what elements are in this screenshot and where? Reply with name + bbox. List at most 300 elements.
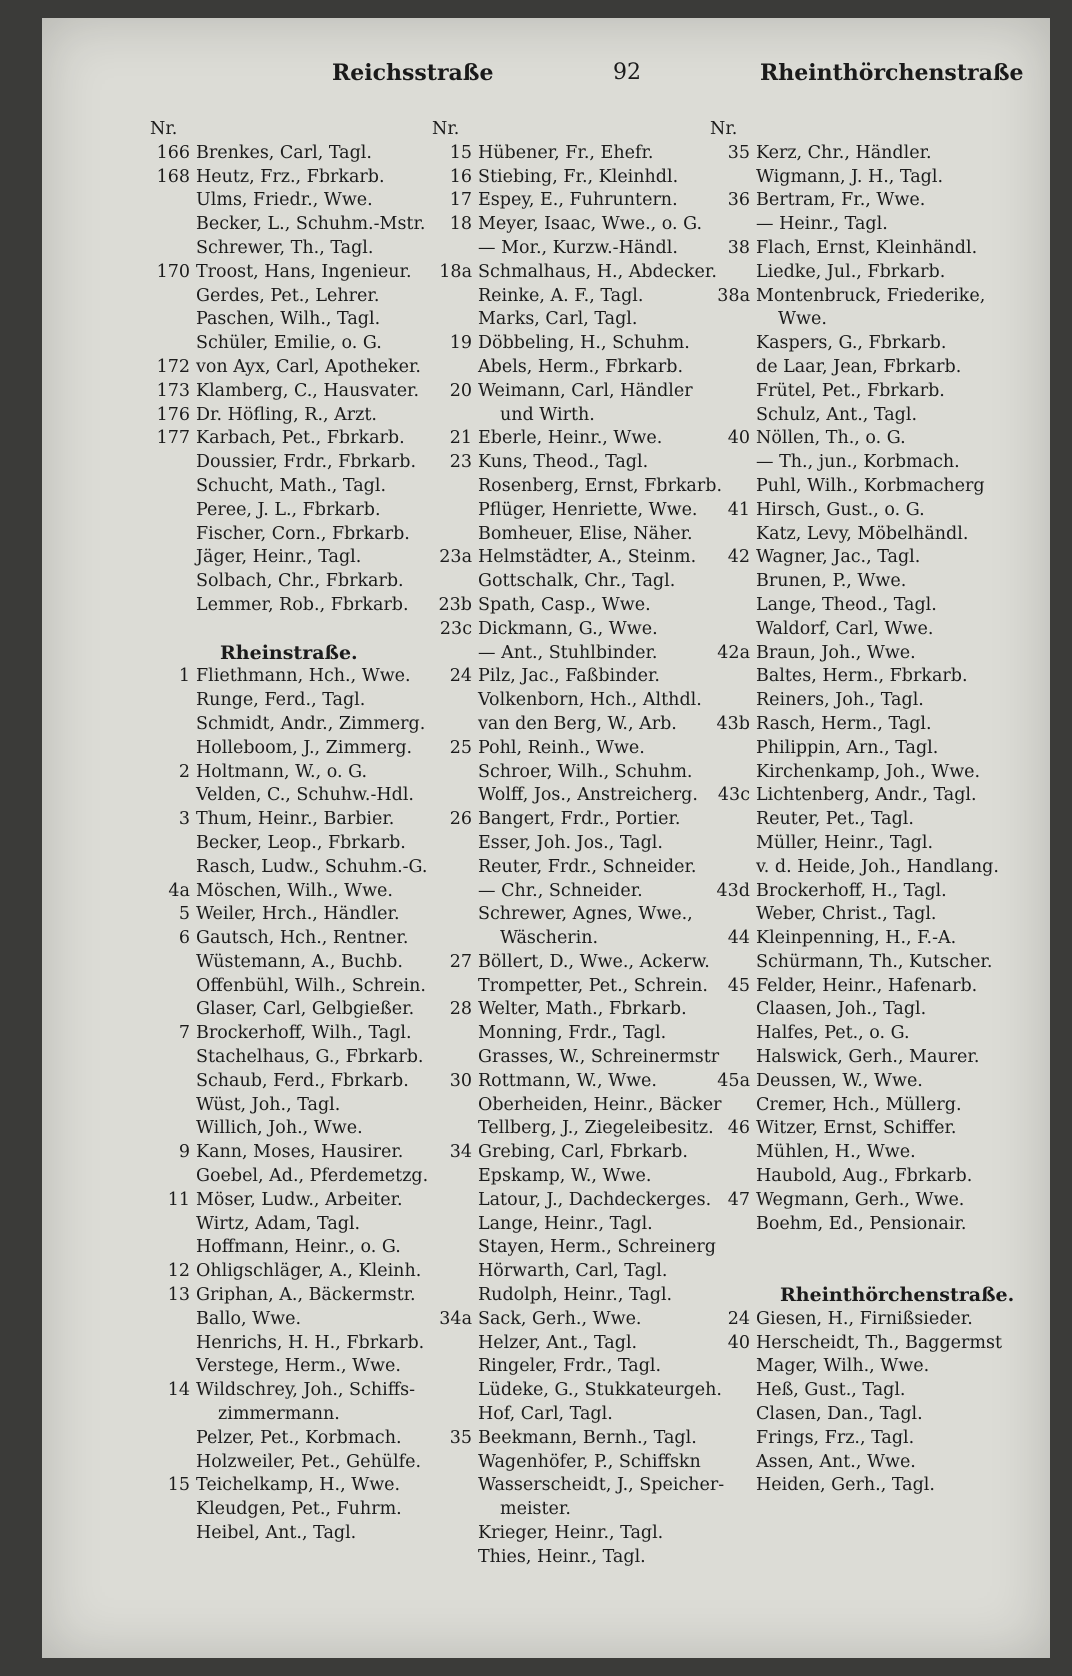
house-number: 30	[449, 1070, 472, 1091]
entry-text: Kleudgen, Pet., Fuhrm.	[196, 1499, 402, 1520]
entry-text: Hübener, Fr., Ehefr.	[478, 142, 654, 163]
directory-entry	[710, 784, 1050, 808]
house-number: 3	[178, 809, 190, 830]
entry-text: Philippin, Arn., Tagl.	[756, 737, 939, 758]
directory-entry	[150, 1189, 470, 1213]
entry-text: Wigmann, J. H., Tagl.	[756, 166, 944, 187]
entry-text: Stachelhaus, G., Fbrkarb.	[196, 1047, 424, 1068]
directory-entry	[150, 1355, 470, 1379]
directory-entry	[150, 832, 470, 856]
house-number: 172	[156, 356, 190, 377]
house-number	[710, 380, 756, 404]
house-number: 14	[167, 1380, 190, 1401]
directory-entry	[710, 1474, 1050, 1498]
house-number: 34	[449, 1142, 472, 1163]
entry-text: — Th., jun., Korbmach.	[756, 452, 960, 473]
directory-entry	[150, 499, 470, 523]
entry-text: Kuns, Theod., Tagl.	[478, 452, 649, 473]
house-number	[710, 594, 756, 618]
entry-text: Pohl, Reinh., Wwe.	[478, 737, 645, 758]
entry-text: Schrewer, Th., Tagl.	[196, 237, 374, 258]
nr-label: Nr.	[432, 119, 460, 139]
house-number	[432, 308, 478, 332]
directory-entry	[150, 404, 470, 428]
directory-entry	[710, 880, 1050, 904]
directory-entry	[150, 332, 470, 356]
entry-text: Kerz, Chr., Händler.	[756, 142, 932, 163]
directory-entry	[150, 1236, 470, 1260]
entry-text: Pelzer, Pet., Korbmach.	[196, 1427, 402, 1448]
entry-text: Halfes, Pet., o. G.	[756, 1023, 910, 1044]
house-number: 4a	[168, 880, 190, 901]
house-number	[432, 1165, 478, 1189]
entry-text: Hörwarth, Carl, Tagl.	[478, 1261, 668, 1282]
house-number	[150, 451, 196, 475]
house-number: 13	[167, 1285, 190, 1306]
entry-text: Puhl, Wilh., Korbmacherg	[756, 475, 985, 496]
directory-entry	[710, 808, 1050, 832]
entry-text: Helzer, Ant., Tagl.	[478, 1332, 638, 1353]
entry-text: Schrewer, Agnes, Wwe.,	[478, 904, 693, 925]
entry-text: Beekmann, Bernh., Tagl.	[478, 1427, 697, 1448]
entry-text: Rudolph, Heinr., Tagl.	[478, 1285, 673, 1306]
house-number	[150, 1046, 196, 1070]
entry-text: de Laar, Jean, Fbrkarb.	[756, 356, 962, 377]
entry-text: Dickmann, G., Wwe.	[478, 618, 658, 639]
entry-text: Haubold, Aug., Fbrkarb.	[756, 1166, 973, 1187]
entry-text: Boehm, Ed., Pensionair.	[756, 1213, 967, 1234]
page-header	[42, 60, 1050, 100]
entry-text: Holzweiler, Pet., Gehülfe.	[196, 1451, 422, 1472]
entry-text: — Ant., Stuhlbinder.	[478, 642, 658, 663]
house-number	[150, 1213, 196, 1237]
entry-text: Goebel, Ad., Pferdemetzg.	[196, 1166, 429, 1187]
house-number	[710, 618, 756, 642]
house-number	[710, 998, 756, 1022]
entry-text: Möser, Ludw., Arbeiter.	[196, 1189, 403, 1210]
directory-entry	[710, 1022, 1050, 1046]
house-number	[432, 1332, 478, 1356]
house-number	[432, 404, 478, 428]
directory-entry	[710, 689, 1050, 713]
house-number	[710, 1046, 756, 1070]
directory-entry	[150, 1117, 470, 1141]
house-number	[710, 1094, 756, 1118]
house-number: 23c	[439, 618, 472, 639]
entry-text: Helmstädter, A., Steinm.	[478, 547, 697, 568]
house-number	[150, 1332, 196, 1356]
entry-text: Sack, Gerh., Wwe.	[478, 1308, 642, 1329]
entry-text: Montenbruck, Friederike,	[756, 285, 986, 306]
entry-text: Offenbühl, Wilh., Schrein.	[196, 975, 426, 996]
directory-entry	[710, 832, 1050, 856]
entry-text: Runge, Ferd., Tagl.	[196, 690, 366, 711]
house-number	[710, 1355, 756, 1379]
section-title: Rheinthörchenstraße.	[780, 1284, 1015, 1307]
entry-text: — Heinr., Tagl.	[756, 214, 888, 235]
entry-text: Witzer, Ernst, Schiffer.	[756, 1118, 957, 1139]
entry-text: Wäscherin.	[500, 928, 599, 949]
house-number: 18a	[439, 261, 472, 282]
house-number	[710, 1474, 756, 1498]
house-number	[150, 832, 196, 856]
house-number	[432, 356, 478, 380]
entry-text: Becker, Leop., Fbrkarb.	[196, 832, 406, 853]
directory-entry	[710, 213, 1050, 237]
house-number: 23b	[438, 594, 472, 615]
entry-text: Hirsch, Gust., o. G.	[756, 499, 925, 520]
entry-text: Espey, E., Fuhruntern.	[478, 190, 678, 211]
house-number	[432, 523, 478, 547]
entry-text: Brockerhoff, Wilh., Tagl.	[196, 1023, 412, 1044]
directory-entry	[150, 1022, 470, 1046]
directory-entry	[150, 1427, 470, 1451]
entry-text: Waldorf, Carl, Wwe.	[756, 618, 934, 639]
entry-text: Brenkes, Carl, Tagl.	[196, 142, 372, 163]
directory-entry	[150, 142, 470, 166]
directory-entry	[432, 1498, 762, 1522]
house-number	[710, 308, 756, 332]
house-number: 40	[727, 428, 750, 449]
house-number: 18	[449, 214, 472, 235]
entry-text: Rottmann, W., Wwe.	[478, 1070, 657, 1091]
house-number: 45	[727, 975, 750, 996]
directory-entry	[150, 1522, 470, 1546]
entry-text: Mager, Wilh., Wwe.	[756, 1356, 930, 1377]
entry-text: Solbach, Chr., Fbrkarb.	[196, 571, 404, 592]
entry-text: Rosenberg, Ernst, Fbrkarb.	[478, 475, 723, 496]
house-number	[710, 903, 756, 927]
house-number: 6	[178, 928, 190, 949]
house-number	[150, 975, 196, 999]
directory-entry	[710, 427, 1050, 451]
directory-entry	[150, 1403, 470, 1427]
entry-text: Reiners, Joh., Tagl.	[756, 690, 924, 711]
directory-entry	[710, 237, 1050, 261]
directory-entry	[150, 356, 470, 380]
directory-entry	[710, 903, 1050, 927]
entry-text: Peree, J. L., Fbrkarb.	[196, 499, 381, 520]
house-number	[710, 261, 756, 285]
directory-entry	[710, 1117, 1050, 1141]
directory-entry	[710, 142, 1050, 166]
entry-text: Volkenborn, Hch., Althdl.	[478, 690, 702, 711]
entry-text: Rasch, Herm., Tagl.	[756, 713, 932, 734]
entry-text: Fischer, Corn., Fbrkarb.	[196, 523, 410, 544]
house-number: 24	[449, 666, 472, 687]
entry-text: Welter, Math., Fbrkarb.	[478, 999, 687, 1020]
directory-entry	[150, 427, 470, 451]
house-number	[432, 1236, 478, 1260]
house-number: 41	[727, 499, 750, 520]
entry-text: Wagner, Jac., Tagl.	[756, 547, 921, 568]
house-number	[432, 903, 478, 927]
entry-text: Ohligschläger, A., Kleinh.	[196, 1261, 422, 1282]
directory-entry	[710, 523, 1050, 547]
header-left-street: Reichsstraße	[332, 60, 494, 86]
entry-text: Halswick, Gerh., Maurer.	[756, 1047, 980, 1068]
house-number: 44	[727, 928, 750, 949]
entry-text: Deussen, W., Wwe.	[756, 1070, 923, 1091]
house-number	[432, 1403, 478, 1427]
entry-text: Abels, Herm., Fbrkarb.	[478, 356, 684, 377]
house-number	[710, 1379, 756, 1403]
entry-text: Reinke, A. F., Tagl.	[478, 285, 644, 306]
directory-entry	[710, 642, 1050, 666]
entry-text: v. d. Heide, Joh., Handlang.	[756, 856, 999, 877]
entry-text: — Chr., Schneider.	[478, 880, 643, 901]
entry-text: Lange, Theod., Tagl.	[756, 594, 937, 615]
house-number: 43b	[716, 713, 750, 734]
house-number	[150, 998, 196, 1022]
house-number	[150, 1308, 196, 1332]
directory-entry	[710, 308, 1050, 332]
house-number	[710, 356, 756, 380]
house-number	[150, 475, 196, 499]
directory-entry	[150, 1260, 470, 1284]
directory-entry	[150, 1046, 470, 1070]
directory-entry	[150, 951, 470, 975]
column-number-header	[710, 118, 1050, 142]
directory-entry	[150, 998, 470, 1022]
directory-entry	[710, 1070, 1050, 1094]
entry-text: Heutz, Frz., Fbrkarb.	[196, 166, 385, 187]
house-number	[710, 832, 756, 856]
house-number	[432, 1379, 478, 1403]
entry-text: Meyer, Isaac, Wwe., o. G.	[478, 214, 703, 235]
entry-text: Herscheidt, Th., Baggermst	[756, 1332, 1003, 1353]
entry-text: Bertram, Fr., Wwe.	[756, 190, 926, 211]
entry-text: Gautsch, Hch., Rentner.	[196, 928, 409, 949]
directory-entry	[150, 1379, 470, 1403]
house-number: 45a	[717, 1070, 750, 1091]
entry-text: Braun, Joh., Wwe.	[756, 642, 916, 663]
house-number: 25	[449, 737, 472, 758]
directory-entry	[432, 1522, 762, 1546]
entry-text: Gerdes, Pet., Lehrer.	[196, 285, 380, 306]
entry-text: Rasch, Ludw., Schuhm.-G.	[196, 856, 428, 877]
house-number	[432, 1189, 478, 1213]
house-number	[150, 499, 196, 523]
house-number	[432, 1213, 478, 1237]
house-number: 20	[449, 380, 472, 401]
house-number	[150, 856, 196, 880]
entry-text: Thies, Heinr., Tagl.	[478, 1546, 646, 1567]
entry-text: Schroer, Wilh., Schuhm.	[478, 761, 693, 782]
house-number: 12	[167, 1261, 190, 1282]
directory-entry	[432, 1546, 762, 1570]
house-number: 36	[727, 190, 750, 211]
house-number	[710, 523, 756, 547]
house-number	[710, 451, 756, 475]
house-number	[710, 570, 756, 594]
entry-text: Epskamp, W., Wwe.	[478, 1166, 652, 1187]
directory-entry	[150, 880, 470, 904]
entry-text: Spath, Casp., Wwe.	[478, 594, 651, 615]
entry-text: Brunen, P., Wwe.	[756, 571, 907, 592]
entry-text: Döbbeling, H., Schuhm.	[478, 333, 690, 354]
directory-entry	[150, 975, 470, 999]
entry-text: Schüler, Emilie, o. G.	[196, 333, 382, 354]
entry-text: Willich, Joh., Wwe.	[196, 1118, 363, 1139]
entry-text: Wirtz, Adam, Tagl.	[196, 1213, 361, 1234]
spacer	[710, 1236, 1050, 1260]
entry-text: Wasserscheidt, J., Speicher-	[478, 1475, 725, 1496]
entry-text: Hoffmann, Heinr., o. G.	[196, 1237, 401, 1258]
directory-entry	[150, 713, 470, 737]
house-number	[710, 166, 756, 190]
column-3	[710, 118, 1050, 1498]
street-section-heading	[150, 642, 470, 666]
entry-text: Stayen, Herm., Schreinerg	[478, 1237, 716, 1258]
entry-text: Grasses, W., Schreinermstr	[478, 1047, 720, 1068]
house-number	[710, 665, 756, 689]
entry-text: Monning, Frdr., Tagl.	[478, 1023, 667, 1044]
entry-text: Lüdeke, G., Stukkateurgeh.	[478, 1380, 722, 1401]
directory-entry	[150, 261, 470, 285]
house-number	[432, 285, 478, 309]
house-number	[432, 1355, 478, 1379]
entry-text: Kaspers, G., Fbrkarb.	[756, 333, 947, 354]
entry-text: Holtmann, W., o. G.	[196, 761, 368, 782]
house-number: 46	[727, 1118, 750, 1139]
directory-entry	[710, 1427, 1050, 1451]
house-number: 23a	[439, 547, 472, 568]
directory-entry	[150, 856, 470, 880]
directory-entry	[150, 1165, 470, 1189]
directory-entry	[150, 475, 470, 499]
directory-entry	[710, 285, 1050, 309]
house-number: 42	[727, 547, 750, 568]
entry-text: Frütel, Pet., Fbrkarb.	[756, 380, 945, 401]
entry-text: Dr. Höfling, R., Arzt.	[196, 404, 377, 425]
house-number	[710, 737, 756, 761]
entry-text: Hof, Carl, Tagl.	[478, 1404, 613, 1425]
directory-entry	[150, 689, 470, 713]
entry-text: Pflüger, Henriette, Wwe.	[478, 499, 698, 520]
section-title: Rheinstraße.	[220, 641, 358, 664]
house-number	[710, 951, 756, 975]
header-right-street: Rheinthörchenstraße	[760, 60, 1024, 86]
house-number	[150, 594, 196, 618]
house-number: 2	[178, 761, 190, 782]
directory-entry	[710, 665, 1050, 689]
directory-entry	[150, 903, 470, 927]
entry-text: Weimann, Carl, Händler	[478, 380, 693, 401]
directory-entry	[710, 1379, 1050, 1403]
entry-text: Felder, Heinr., Hafenarb.	[756, 975, 978, 996]
house-number	[432, 1474, 478, 1498]
house-number: 47	[727, 1189, 750, 1210]
directory-entry	[150, 570, 470, 594]
entry-text: Stiebing, Fr., Kleinhdl.	[478, 166, 679, 187]
house-number: 23	[449, 452, 472, 473]
house-number	[150, 523, 196, 547]
house-number	[432, 1284, 478, 1308]
entry-text: Möschen, Wilh., Wwe.	[196, 880, 393, 901]
directory-entry	[150, 1451, 470, 1475]
entry-text: Lange, Heinr., Tagl.	[478, 1213, 653, 1234]
house-number	[432, 1451, 478, 1475]
column-1	[150, 118, 470, 1546]
directory-entry	[150, 166, 470, 190]
house-number	[710, 213, 756, 237]
directory-entry	[150, 808, 470, 832]
entry-text: Wildschrey, Joh., Schiffs-	[196, 1380, 416, 1401]
entry-text: Ringeler, Frdr., Tagl.	[478, 1356, 662, 1377]
directory-entry	[150, 308, 470, 332]
directory-entry	[710, 951, 1050, 975]
spacer	[710, 1260, 1050, 1284]
house-number: 38	[727, 237, 750, 258]
directory-entry	[710, 1213, 1050, 1237]
directory-entry	[150, 761, 470, 785]
directory-entry	[710, 451, 1050, 475]
house-number: 28	[449, 999, 472, 1020]
entry-text: Clasen, Dan., Tagl.	[756, 1404, 923, 1425]
street-section-heading	[710, 1284, 1050, 1308]
entry-text: Wolff, Jos., Anstreicherg.	[478, 785, 698, 806]
house-number	[150, 189, 196, 213]
house-number: 176	[156, 404, 190, 425]
directory-entry	[710, 261, 1050, 285]
entry-text: Glaser, Carl, Gelbgießer.	[196, 999, 415, 1020]
entry-text: — Mor., Kurzw.-Händl.	[478, 237, 678, 258]
entry-text: Heiden, Gerh., Tagl.	[756, 1475, 935, 1496]
directory-entry	[710, 975, 1050, 999]
house-number: 16	[449, 166, 472, 187]
directory-entry	[150, 451, 470, 475]
page-number: 92	[613, 60, 641, 85]
entry-text: Müller, Heinr., Tagl.	[756, 832, 934, 853]
house-number	[432, 1094, 478, 1118]
directory-entry	[150, 737, 470, 761]
entry-text: Velden, C., Schuhw.-Hdl.	[196, 785, 414, 806]
house-number	[432, 832, 478, 856]
entry-text: Grebing, Carl, Fbrkarb.	[478, 1142, 688, 1163]
directory-entry	[150, 1094, 470, 1118]
house-number	[432, 856, 478, 880]
house-number: 1	[178, 666, 190, 687]
entry-text: Claasen, Joh., Tagl.	[756, 999, 927, 1020]
entry-text: und Wirth.	[500, 404, 595, 425]
house-number	[710, 1141, 756, 1165]
entry-text: Lichtenberg, Andr., Tagl.	[756, 785, 977, 806]
directory-entry	[710, 1403, 1050, 1427]
entry-text: Jäger, Heinr., Tagl.	[196, 547, 362, 568]
entry-text: meister.	[500, 1499, 571, 1520]
house-number	[150, 285, 196, 309]
house-number	[150, 1070, 196, 1094]
house-number	[432, 237, 478, 261]
house-number: 11	[167, 1189, 190, 1210]
directory-entry	[150, 927, 470, 951]
house-number: 168	[156, 166, 190, 187]
house-number	[150, 1522, 196, 1546]
house-number	[150, 784, 196, 808]
directory-entry	[710, 1094, 1050, 1118]
house-number	[150, 689, 196, 713]
directory-entry	[710, 713, 1050, 737]
entry-text: Bangert, Frdr., Portier.	[478, 809, 681, 830]
house-number	[710, 1213, 756, 1237]
house-number	[150, 1117, 196, 1141]
house-number	[432, 1117, 478, 1141]
entry-text: Klamberg, C., Hausvater.	[196, 380, 420, 401]
directory-entry	[710, 404, 1050, 428]
house-number: 35	[449, 1427, 472, 1448]
house-number: 34a	[439, 1308, 472, 1329]
